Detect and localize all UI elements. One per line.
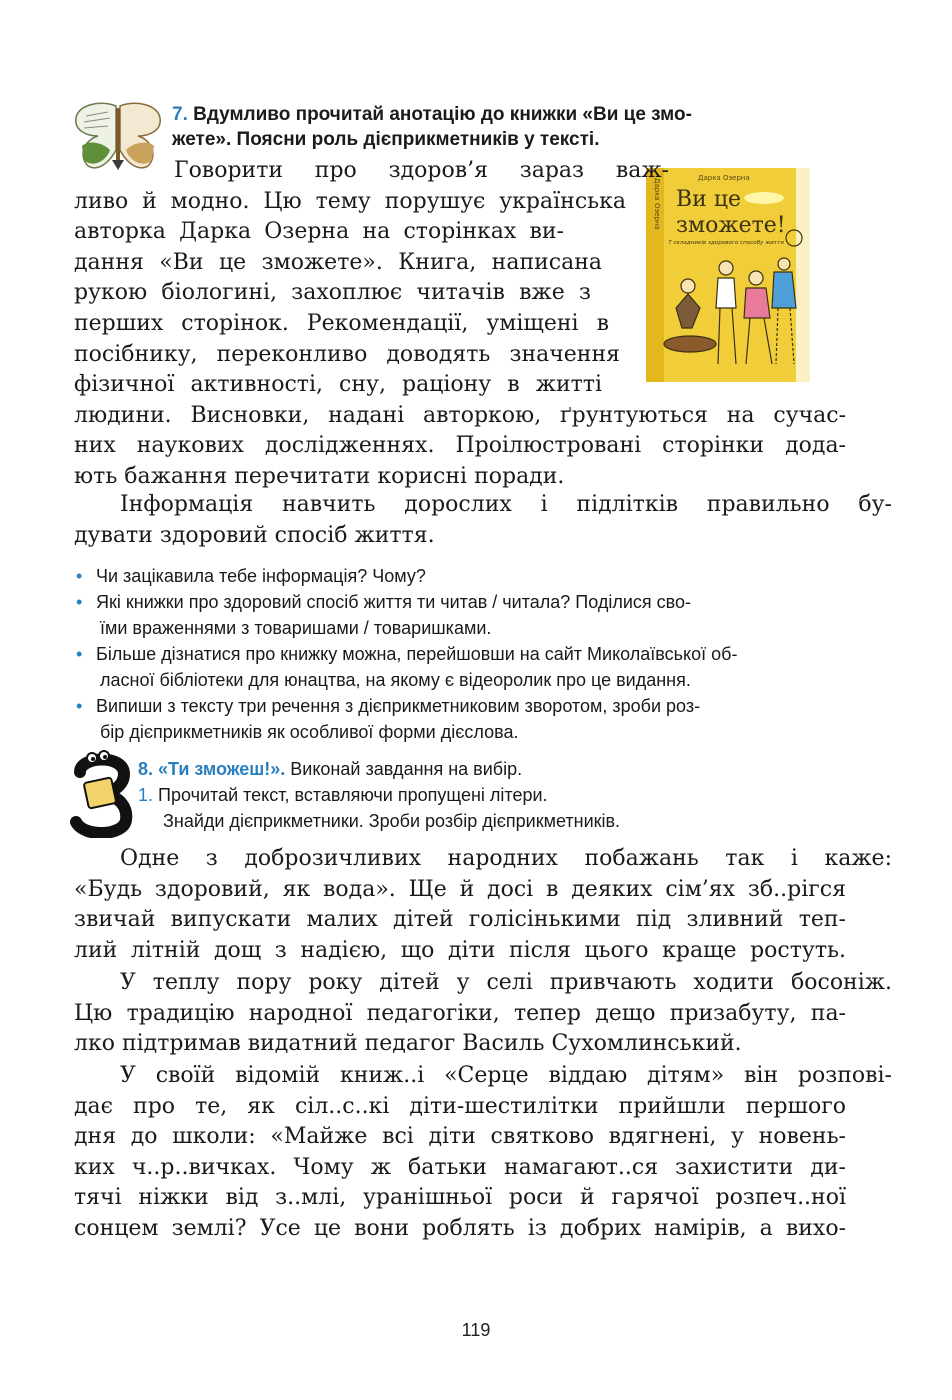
- list-item-line: їми враженнями з товаришами / товаришками.: [100, 618, 492, 638]
- book-subtitle: 7 складників здорового способу життя: [668, 240, 784, 246]
- text-line: дання «Ви це зможете». Книга, написана: [74, 249, 602, 275]
- text-line: ких ч..р..вичках. Чому ж батьки намагают..ся захистити ди-: [74, 1154, 846, 1180]
- text-line: лко підтримав видатний педагог Василь Сухомлинський.: [74, 1031, 742, 1057]
- list-item-line: Випиши з тексту три речення з дієприкметниковим зворотом, зроби роз-: [96, 696, 701, 716]
- task-7-heading: [172, 102, 812, 152]
- text-line: Інформація навчить дорослих і підлітків правильно бу-: [120, 492, 892, 517]
- task-8-block: [138, 756, 838, 834]
- bullet-icon: •: [76, 696, 83, 716]
- page-number: 119: [461, 1320, 491, 1340]
- text-line: посібнику, переконливо доводять значення: [74, 341, 620, 367]
- text-line: У теплу пору року дітей у селі привчають ходити босоніж.: [120, 970, 892, 995]
- text-line: Одне з доброзичливих народних побажань так і каже:: [120, 846, 892, 871]
- text-line: У своїй відомій книж..і «Серце віддаю дітям» він розпові-: [120, 1063, 892, 1088]
- annotation-paragraph: [74, 156, 846, 493]
- text-line: ють бажання перечитати корисні поради.: [74, 463, 565, 489]
- task-7-heading-line-1: Вдумливо прочитай анотацію до книжки «Ви це змо-: [193, 104, 692, 125]
- task-7-number: 7.: [172, 104, 188, 125]
- book-title-line-1: Ви це: [676, 187, 741, 212]
- list-item-line: ласної бібліотеки для юнацтва, на якому є відеоролик про це видання.: [100, 670, 691, 690]
- list-item: [74, 693, 854, 745]
- text-line: Говорити про здоров’я зараз важ-: [174, 158, 669, 183]
- text-line: тячі ніжки від з..млі, уранішньої роси й гарячої розпеч..ної: [74, 1185, 846, 1211]
- task-8-item-line-2: Знайди дієприкметники. Зроби розбір дієприкметників.: [163, 811, 621, 831]
- text-line: дає про те, як сіл..с..кі діти-шестилітки прийшли першого: [74, 1093, 846, 1119]
- exercise-text-paragraph-1: [74, 844, 892, 966]
- task-8-title: 8. «Ти зможеш!».: [138, 759, 286, 779]
- text-line: авторка Дарка Озерна на сторінках ви-: [74, 219, 564, 245]
- book-spine-text: Дарка Озерна: [653, 178, 661, 230]
- task-7-heading-line-2: жете». Поясни роль дієприкметників у тексті.: [172, 129, 600, 150]
- question-list: [74, 563, 854, 745]
- list-item-line: бір дієприкметників як особливої форми дієслова.: [100, 722, 519, 742]
- text-line: людини. Висновки, надані авторкою, ґрунтуються на сучас-: [74, 402, 846, 428]
- text-line: сонцем землі? Усе це вони роблять із добрих намірів, а вихо-: [74, 1215, 846, 1241]
- bullet-icon: •: [76, 566, 83, 586]
- text-line: перших сторінок. Рекомендації, уміщені в: [74, 310, 609, 336]
- task-8-instruction: Виконай завдання на вибір.: [285, 759, 523, 779]
- text-line: «Будь здоровий, як вода». Ще й досі в деяких сім’ях зб..рігся: [74, 876, 846, 902]
- bullet-icon: •: [76, 592, 83, 612]
- list-item-line: Які книжки про здоровий спосіб життя ти читав / читала? Поділися сво-: [96, 592, 692, 612]
- list-item-line: Чи зацікавила тебе інформація? Чому?: [96, 566, 426, 586]
- list-item: [74, 589, 854, 641]
- text-line: них наукових дослідженнях. Проілюстровані сторінки дода-: [74, 433, 846, 459]
- text-line: звичай випускати малих дітей голісінькими під зливний теп-: [74, 907, 846, 933]
- text-line: Цю традицію народної педагогіки, тепер дещо призабуту, па-: [74, 1000, 846, 1026]
- text-line: лий літній дощ з надією, що діти після цього краще ростуть.: [74, 937, 846, 963]
- list-item: [74, 641, 854, 693]
- text-line: дувати здоровий спосіб життя.: [74, 522, 435, 548]
- list-item: [74, 563, 854, 589]
- text-line: фізичної активності, сну, раціону в житті: [74, 372, 602, 398]
- task-8-item-line-1: Прочитай текст, вставляючи пропущені літери.: [153, 785, 548, 805]
- exercise-text-paragraph-2: [74, 968, 892, 1060]
- number-three-mascot-icon: [66, 750, 138, 838]
- text-line: рукою біологині, захоплює читачів вже з: [74, 280, 591, 306]
- text-line: ливо й модно. Цю тему порушує українська: [74, 188, 626, 214]
- task-8-item-number: 1.: [138, 785, 154, 805]
- text-line: дня до школи: «Майже всі діти святково вдягнені, у новень-: [74, 1124, 846, 1150]
- bullet-icon: •: [76, 644, 83, 664]
- list-item-line: Більше дізнатися про книжку можна, перейшовши на сайт Миколаївської об-: [96, 644, 738, 664]
- exercise-text-paragraph-3: [74, 1061, 892, 1245]
- book-author: Дарка Озерна: [698, 174, 750, 182]
- book-title-line-2: зможете!: [676, 213, 786, 238]
- annotation-paragraph-2: [74, 490, 892, 551]
